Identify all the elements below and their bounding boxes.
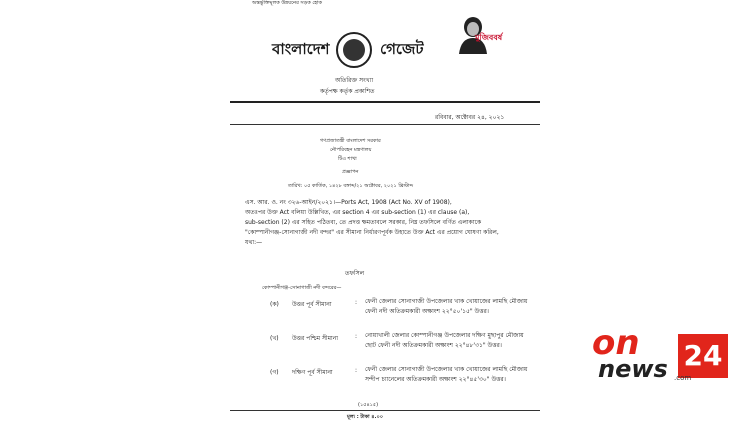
gazette-page <box>210 0 540 430</box>
row-text: ফেনী জেলার সোনাগাজী উপজেলার খাক খোয়াজের লামছি মৌজায় ফেনী নদী অতিক্রমকারী অক্ষাংশ ২২°৫০'১৫" উত্তর। <box>365 298 528 315</box>
mujib-year-badge: মুজিববর্ষ <box>475 33 503 42</box>
body-line: sub-section (2) এর সহিত পঠিতব্য, তে প্রদত্ত ক্ষমতাবলে সরকার, নিম্ন তফসিলে বর্ণিত এলাকাকে <box>245 219 482 226</box>
notification-heading: প্রজ্ঞাপন <box>342 169 359 175</box>
body-line: এস. আর. ও. নং ৩২৬-আইন/২০২১।—Ports Act, 1908 (Act No. XV of 1908), <box>245 199 452 206</box>
price: মূল্য : টাকা ৪.০০ <box>347 414 383 420</box>
divider <box>230 101 540 103</box>
gazette-title-right: গেজেট <box>380 40 424 58</box>
body-line: "কোম্পানীগঞ্জ-সোনাগাজী নদী বন্দর" এর সীমানা নির্ধারণপূর্বক উহাতে উক্ত Act এর প্রয়োগ ঘোষণা করিল, <box>245 229 499 236</box>
row-colon: : <box>355 333 358 340</box>
row-text: ফেনী জেলার সোনাগাজী উপজেলার খাক খোয়াজের লামছি মৌজায় সন্দীপ চ্যানেলের অতিক্রমকারী অক্ষাংশ ২২°৪৫'৩০" উত্তর। <box>365 366 528 383</box>
gazette-title-left: বাংলাদেশ <box>272 40 330 58</box>
divider <box>230 124 540 125</box>
row-label: উত্তর পশ্চিম সীমানা <box>292 335 339 342</box>
header-slogan: অন্তর্ভুক্তিমূলক উন্নয়নের সড়ক হোক <box>252 0 322 6</box>
government-name: গণপ্রজাতন্ত্রী বাংলাদেশ সরকার <box>320 138 381 144</box>
row-colon: : <box>355 299 358 306</box>
schedule-title: তফসিল <box>345 270 365 277</box>
ministry-name: নৌপরিবহন মন্ত্রণালয় <box>330 147 372 153</box>
page-reference: (১৫৪১৫) <box>358 402 379 408</box>
row-number: (ক) <box>270 301 279 308</box>
on-news-24-logo[interactable] <box>592 323 742 388</box>
row-number: (খ) <box>270 335 279 342</box>
row-colon: : <box>355 367 358 374</box>
logo-on-text: on <box>592 323 640 363</box>
logo-news-text: news <box>598 355 668 383</box>
row-number: (গ) <box>270 369 279 376</box>
row-label: দক্ষিণ পূর্ব সীমানা <box>292 369 333 376</box>
schedule-intro: কোম্পানীগঞ্জ-সোনাগাজী নদী বন্দরের— <box>262 285 342 291</box>
body-line: অতঃপর উক্ত Act বলিয়া উল্লিখিত, এর section 4 এর sub-section (1) এর clause (a), <box>245 209 470 216</box>
divider <box>230 410 540 411</box>
issue-date-line: রবিবার, অক্টোবর ২৪, ২০২১ <box>435 114 505 121</box>
row-label: উত্তর পূর্ব সীমানা <box>292 301 332 308</box>
notification-body <box>245 198 535 248</box>
branch-name: টিএ শাখা <box>338 156 357 162</box>
logo-dotcom: .com <box>674 374 692 382</box>
row-text: নোয়াখালী জেলার কোম্পানীগঞ্জ উপজেলার দক্ষিণ মুছাপুর মৌজায় ছোট ফেনী নদী অতিক্রমকারী অক্ষাংশ ২২°৪৮'৩১" উত্তর। <box>365 332 524 349</box>
published-by: কর্তৃপক্ষ কর্তৃক প্রকাশিত <box>320 88 375 95</box>
body-line: যথা:— <box>245 239 263 246</box>
logo-24-box: 24 <box>678 334 728 378</box>
extra-issue: অতিরিক্ত সংখ্যা <box>335 77 374 84</box>
notification-date: তারিখ: ০৫ কার্তিক, ১৪২৮ বঙ্গাব্দ/২১ অক্টোবর, ২০২১ খ্রিস্টাব্দ <box>288 183 413 189</box>
government-seal-icon <box>336 32 372 68</box>
